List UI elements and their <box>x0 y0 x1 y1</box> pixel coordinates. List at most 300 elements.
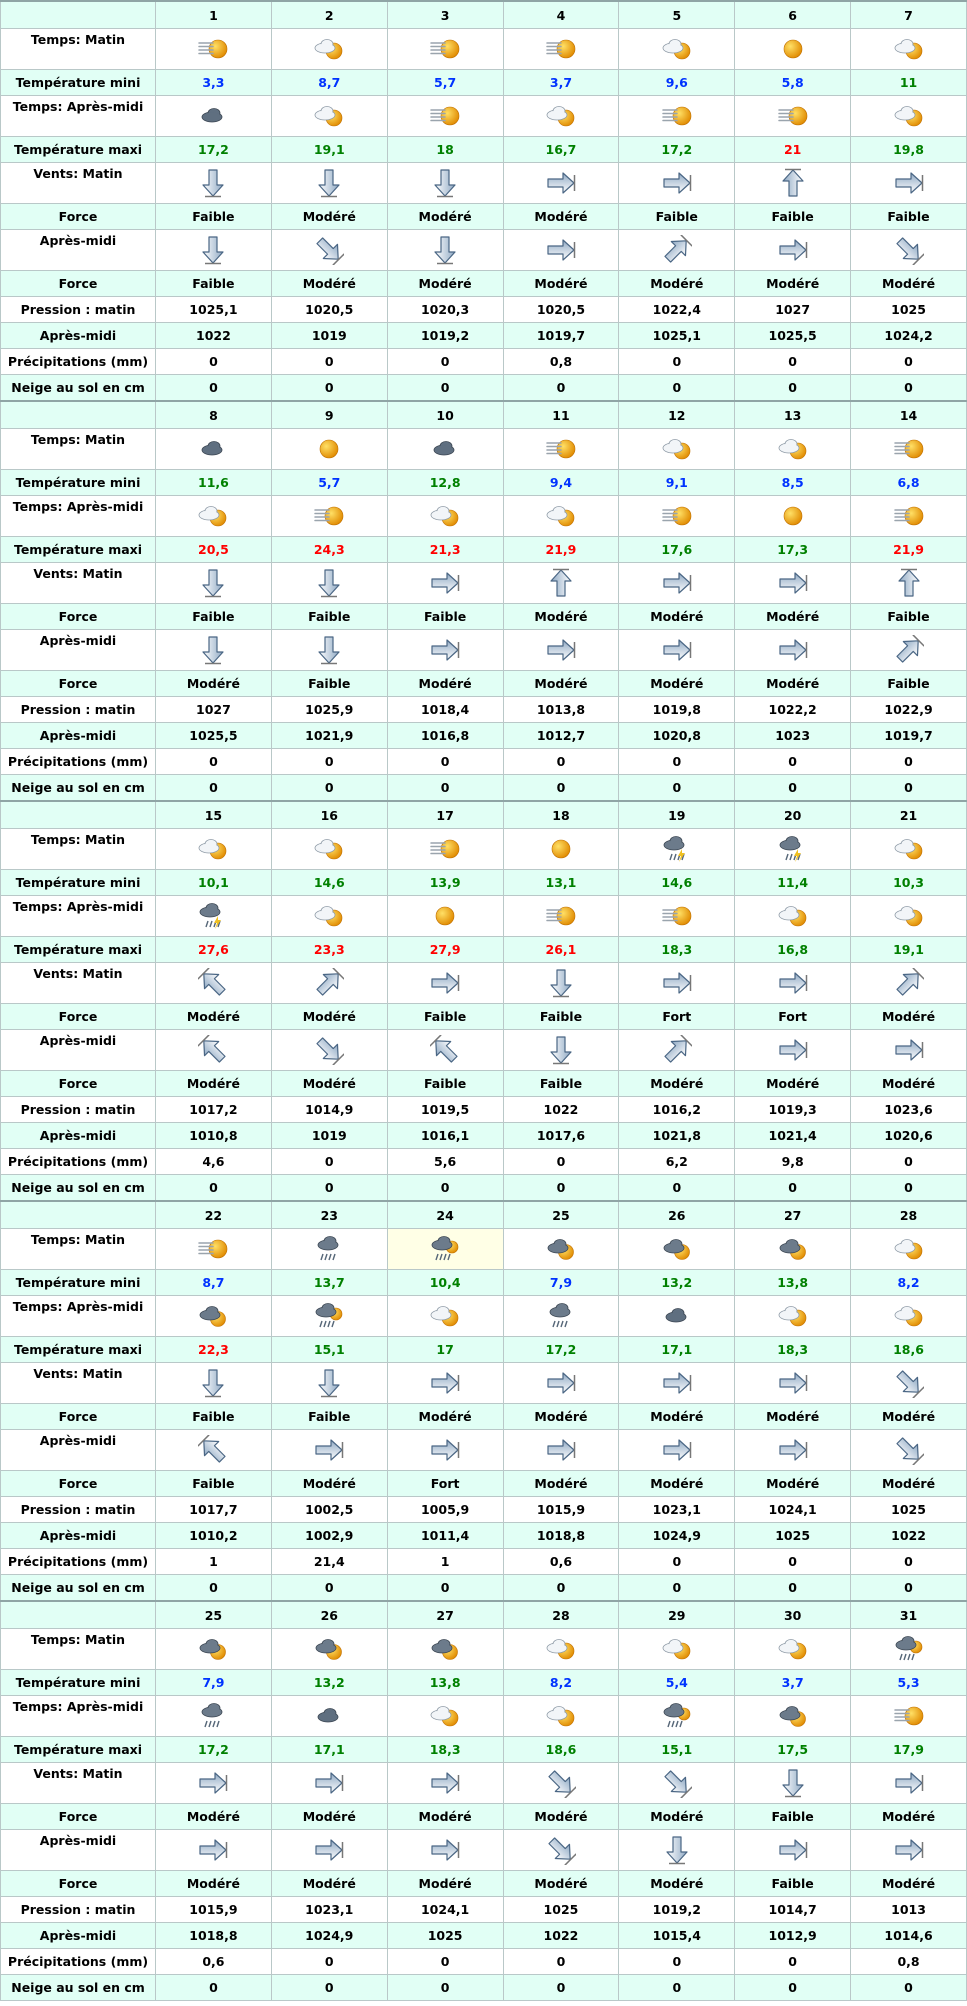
day-number: 31 <box>899 1607 918 1623</box>
row-neige <box>1 1175 967 1202</box>
cell <box>851 1523 967 1549</box>
value-cell: 0 <box>672 354 682 369</box>
cell <box>619 1071 735 1097</box>
value-cell: 0 <box>788 1954 797 1969</box>
row-label: Après-midi <box>1 630 156 671</box>
cloud-sun-icon <box>271 29 387 70</box>
value-cell: 0 <box>904 1154 913 1169</box>
cell <box>271 1575 387 1602</box>
value-cell: 11 <box>899 75 918 90</box>
value-cell: Modéré <box>418 209 472 224</box>
arrow-right-icon <box>387 1430 503 1471</box>
value-cell: Modéré <box>186 1009 240 1024</box>
cell <box>271 323 387 349</box>
cell <box>851 937 967 963</box>
storm-icon <box>156 896 272 937</box>
value-cell: 0 <box>209 754 218 769</box>
cell <box>387 375 503 402</box>
cell <box>387 271 503 297</box>
cell <box>619 204 735 230</box>
value-cell: 3,7 <box>781 1675 804 1690</box>
value-cell: Modéré <box>881 1809 936 1824</box>
cell <box>271 1949 387 1975</box>
arrow-up-right-icon <box>851 630 967 671</box>
row-label: Après-midi <box>1 1430 156 1471</box>
cell <box>851 1404 967 1430</box>
cell <box>503 537 619 563</box>
value-cell: 0 <box>672 1554 682 1569</box>
value-cell: Modéré <box>766 1076 820 1091</box>
cell <box>851 1923 967 1949</box>
cell <box>156 537 272 563</box>
cell <box>156 1471 272 1497</box>
sun-haze-icon <box>387 96 503 137</box>
cell <box>503 1175 619 1202</box>
sun-haze-icon <box>619 96 735 137</box>
row-label: Temps: Matin <box>1 1629 156 1670</box>
value-cell: 1021,4 <box>768 1128 817 1143</box>
value-cell: 10,1 <box>198 875 229 890</box>
cell <box>735 1897 851 1923</box>
cell <box>156 70 272 96</box>
cell <box>735 775 851 802</box>
cell <box>735 1549 851 1575</box>
cell <box>619 723 735 749</box>
cell <box>156 1871 272 1897</box>
row-label: Température maxi <box>1 1337 156 1363</box>
dark-cloud-sun-icon <box>503 1229 619 1270</box>
cell <box>619 1201 735 1229</box>
value-cell: 0 <box>672 1580 682 1595</box>
cell <box>503 870 619 896</box>
row-days <box>1 401 967 429</box>
value-cell: 1021,8 <box>652 1128 701 1143</box>
value-cell: 0 <box>672 1980 682 1995</box>
row-precip <box>1 1949 967 1975</box>
cell <box>503 1975 619 2001</box>
value-cell: 1024,1 <box>420 1902 470 1917</box>
value-cell: 0 <box>324 1954 334 1969</box>
cell <box>735 1071 851 1097</box>
value-cell: Modéré <box>302 1809 356 1824</box>
row-label: Précipitations (mm) <box>1 1149 156 1175</box>
value-cell: 1012,9 <box>768 1928 817 1943</box>
sun-haze-icon <box>503 29 619 70</box>
dark-cloud-icon <box>271 1696 387 1737</box>
cell <box>271 537 387 563</box>
cell <box>156 1523 272 1549</box>
value-cell: 1024,1 <box>768 1502 817 1517</box>
value-cell: 1011,4 <box>420 1528 470 1543</box>
cell <box>735 749 851 775</box>
cell <box>851 1201 967 1229</box>
row-label: Température maxi <box>1 1737 156 1763</box>
value-cell: Modéré <box>302 1876 356 1891</box>
cell <box>156 1097 272 1123</box>
cell <box>156 801 272 829</box>
row-label: Vents: Matin <box>1 163 156 204</box>
row-force-am <box>1 1004 967 1030</box>
value-cell: 15,1 <box>661 1742 693 1757</box>
cell <box>851 1949 967 1975</box>
value-cell: 0 <box>324 1154 334 1169</box>
cell <box>271 723 387 749</box>
value-cell: 13,7 <box>313 1275 345 1290</box>
value-cell: 0 <box>672 380 682 395</box>
cell <box>503 1201 619 1229</box>
day-number: 7 <box>904 7 913 23</box>
value-cell: 1022,9 <box>884 702 933 717</box>
row-label: Vents: Matin <box>1 1763 156 1804</box>
cell <box>619 937 735 963</box>
cell <box>619 1270 735 1296</box>
value-cell: Modéré <box>186 1876 240 1891</box>
value-cell: Faible <box>423 1009 467 1024</box>
arrow-right-icon <box>851 1830 967 1871</box>
arrow-down-icon <box>387 230 503 271</box>
cell <box>271 470 387 496</box>
cell <box>271 1270 387 1296</box>
cell <box>503 70 619 96</box>
value-cell: Modéré <box>881 1076 936 1091</box>
dark-cloud-sun-icon <box>271 1629 387 1670</box>
value-cell: Modéré <box>534 1409 588 1424</box>
row-neige <box>1 375 967 402</box>
cell <box>387 1670 503 1696</box>
cell <box>156 937 272 963</box>
cell <box>735 1670 851 1696</box>
cell <box>156 1404 272 1430</box>
value-cell: 0 <box>209 380 218 395</box>
cell <box>735 1097 851 1123</box>
value-cell: 0 <box>788 1980 797 1995</box>
cell <box>156 204 272 230</box>
value-cell: 19,8 <box>893 142 924 157</box>
row-label: Temps: Après-midi <box>1 96 156 137</box>
rain-sun-icon <box>271 1296 387 1337</box>
row-neige <box>1 1575 967 1602</box>
cell <box>271 1523 387 1549</box>
cell <box>387 1404 503 1430</box>
cell <box>619 1404 735 1430</box>
cell <box>503 1575 619 1602</box>
cell <box>735 375 851 402</box>
arrow-right-icon <box>735 563 851 604</box>
value-cell: Modéré <box>650 1409 704 1424</box>
cell <box>271 697 387 723</box>
cloud-sun-icon <box>851 1229 967 1270</box>
value-cell: 0 <box>788 1554 797 1569</box>
cell <box>271 1337 387 1363</box>
cell <box>156 671 272 697</box>
value-cell: 0 <box>324 780 334 795</box>
cell <box>735 1270 851 1296</box>
value-cell: Modéré <box>302 1009 356 1024</box>
row-force-am <box>1 1404 967 1430</box>
cell <box>387 723 503 749</box>
cell <box>387 1201 503 1229</box>
sun-haze-icon <box>387 829 503 870</box>
value-cell: 15,1 <box>313 1342 345 1357</box>
value-cell: 7,9 <box>202 1675 225 1690</box>
cloud-sun-icon <box>503 1629 619 1670</box>
cell <box>503 1923 619 1949</box>
value-cell: 0 <box>672 754 682 769</box>
cell <box>271 1804 387 1830</box>
cell <box>735 1923 851 1949</box>
row-label: Température maxi <box>1 937 156 963</box>
cell <box>851 375 967 402</box>
dark-cloud-icon <box>156 96 272 137</box>
cell <box>271 1004 387 1030</box>
cell <box>271 1149 387 1175</box>
cell <box>387 1097 503 1123</box>
row-label: Neige au sol en cm <box>1 1575 156 1602</box>
arrow-right-icon <box>735 1363 851 1404</box>
arrow-down-icon <box>156 163 272 204</box>
cell <box>619 1175 735 1202</box>
value-cell: 1002,9 <box>305 1528 354 1543</box>
cell <box>387 1923 503 1949</box>
row-label: Température mini <box>1 470 156 496</box>
cell <box>156 375 272 402</box>
arrow-down-right-icon <box>503 1763 619 1804</box>
cell <box>851 470 967 496</box>
value-cell: 18,3 <box>777 1342 809 1357</box>
cloud-sun-icon <box>156 496 272 537</box>
value-cell: 8,7 <box>318 75 341 90</box>
arrow-down-icon <box>271 630 387 671</box>
day-number: 26 <box>320 1607 338 1623</box>
value-cell: 1010,8 <box>189 1128 238 1143</box>
row-days <box>1 1201 967 1229</box>
value-cell: Modéré <box>418 1409 472 1424</box>
value-cell: 0,8 <box>897 1954 920 1969</box>
row-days <box>1 1 967 29</box>
row-wx-am <box>1 829 967 870</box>
value-cell: 0 <box>556 380 566 395</box>
cell <box>156 1175 272 1202</box>
value-cell: 1014,9 <box>305 1102 354 1117</box>
arrow-right-icon <box>503 163 619 204</box>
cell <box>619 1871 735 1897</box>
arrow-right-icon <box>156 1763 272 1804</box>
cell <box>387 801 503 829</box>
arrow-right-icon <box>619 630 735 671</box>
value-cell: 0 <box>556 780 566 795</box>
arrow-down-icon <box>156 1363 272 1404</box>
cell <box>851 1497 967 1523</box>
cell <box>619 375 735 402</box>
cell <box>735 1149 851 1175</box>
cell <box>387 1975 503 2001</box>
cell <box>156 870 272 896</box>
value-cell: Modéré <box>881 1009 936 1024</box>
value-cell: Faible <box>308 609 351 624</box>
sun-haze-icon <box>156 29 272 70</box>
cell <box>156 775 272 802</box>
row-wx-pm <box>1 1696 967 1737</box>
value-cell: Modéré <box>186 1076 240 1091</box>
row-wx-am <box>1 429 967 470</box>
cell <box>156 1 272 29</box>
value-cell: 1025,1 <box>652 328 701 343</box>
cell <box>735 323 851 349</box>
day-number: 27 <box>436 1607 454 1623</box>
day-number: 5 <box>672 7 682 23</box>
value-cell: 0 <box>209 1580 218 1595</box>
value-cell: 1 <box>440 1554 450 1569</box>
value-cell: 0 <box>324 754 334 769</box>
arrow-down-icon <box>619 1830 735 1871</box>
value-cell: 5,7 <box>434 75 457 90</box>
cell <box>387 1575 503 1602</box>
value-cell: 1023 <box>775 728 811 743</box>
value-cell: 16,7 <box>545 142 577 157</box>
cell <box>735 1601 851 1629</box>
arrow-up-left-icon <box>156 1430 272 1471</box>
cell <box>156 401 272 429</box>
cell <box>387 323 503 349</box>
arrow-right-icon <box>156 1830 272 1871</box>
cell <box>735 1004 851 1030</box>
row-wx-am <box>1 1629 967 1670</box>
value-cell: 4,6 <box>202 1154 225 1169</box>
value-cell: 0 <box>324 380 334 395</box>
cell <box>851 870 967 896</box>
sun-haze-icon <box>619 896 735 937</box>
day-number: 4 <box>556 7 566 23</box>
arrow-up-icon <box>851 563 967 604</box>
cell <box>735 1201 851 1229</box>
cloud-sun-icon <box>619 29 735 70</box>
sun-icon <box>735 496 851 537</box>
cell <box>735 870 851 896</box>
value-cell: 0 <box>556 1980 566 1995</box>
value-cell: Modéré <box>534 209 588 224</box>
value-cell: Modéré <box>766 1476 820 1491</box>
cell <box>735 1804 851 1830</box>
value-cell: Faible <box>771 1809 814 1824</box>
row-p-pm <box>1 723 967 749</box>
cell <box>271 937 387 963</box>
cell <box>619 1897 735 1923</box>
cell <box>156 1923 272 1949</box>
cloud-sun-icon <box>271 829 387 870</box>
value-cell: 0 <box>672 780 682 795</box>
arrow-right-icon <box>503 630 619 671</box>
arrow-right-icon <box>619 563 735 604</box>
arrow-down-right-icon <box>271 1030 387 1071</box>
value-cell: 23,3 <box>313 942 345 957</box>
arrow-right-icon <box>503 1430 619 1471</box>
cell <box>735 537 851 563</box>
arrow-right-icon <box>619 1430 735 1471</box>
value-cell: 1019,8 <box>652 702 701 717</box>
cell <box>271 1670 387 1696</box>
arrow-right-icon <box>503 1363 619 1404</box>
cell <box>851 1871 967 1897</box>
row-wx-am <box>1 29 967 70</box>
value-cell: 1024,2 <box>884 328 933 343</box>
cell <box>735 1949 851 1975</box>
value-cell: Modéré <box>766 609 820 624</box>
cell <box>735 137 851 163</box>
dark-cloud-icon <box>156 429 272 470</box>
value-cell: Modéré <box>650 1809 704 1824</box>
storm-icon <box>735 829 851 870</box>
cell <box>735 271 851 297</box>
row-label: Force <box>1 1404 156 1430</box>
cell <box>735 604 851 630</box>
corner-cell <box>1 801 156 829</box>
row-label: Force <box>1 271 156 297</box>
row-tmin <box>1 1270 967 1296</box>
cloud-sun-icon <box>387 496 503 537</box>
value-cell: 0 <box>904 1554 913 1569</box>
cell <box>851 1149 967 1175</box>
value-cell: 0 <box>209 1980 218 1995</box>
value-cell: Modéré <box>881 1409 936 1424</box>
value-cell: Faible <box>308 1409 351 1424</box>
cell <box>503 749 619 775</box>
arrow-down-right-icon <box>851 1430 967 1471</box>
arrow-down-right-icon <box>503 1830 619 1871</box>
cell <box>619 1923 735 1949</box>
value-cell: 27,9 <box>429 942 461 957</box>
cell <box>156 297 272 323</box>
value-cell: Faible <box>192 1476 235 1491</box>
value-cell: Faible <box>887 209 930 224</box>
cell <box>156 470 272 496</box>
value-cell: 0 <box>324 1580 334 1595</box>
value-cell: 13,2 <box>313 1675 345 1690</box>
cloud-sun-icon <box>735 1296 851 1337</box>
value-cell: 1019 <box>311 328 347 343</box>
cell <box>156 1549 272 1575</box>
cell <box>156 1670 272 1696</box>
cell <box>271 137 387 163</box>
row-p-pm <box>1 1523 967 1549</box>
cell <box>387 1175 503 1202</box>
cell <box>271 1 387 29</box>
value-cell: 21,9 <box>893 542 924 557</box>
cell <box>271 1404 387 1430</box>
cloud-sun-icon <box>851 96 967 137</box>
arrow-right-icon <box>387 1763 503 1804</box>
rain-sun-icon <box>387 1229 503 1270</box>
value-cell: Faible <box>539 1076 583 1091</box>
row-label: Après-midi <box>1 230 156 271</box>
cell <box>271 349 387 375</box>
value-cell: 0 <box>904 1180 913 1195</box>
row-label: Après-midi <box>1 1030 156 1071</box>
cell <box>735 801 851 829</box>
cell <box>271 801 387 829</box>
value-cell: 0 <box>440 380 450 395</box>
cell <box>387 1337 503 1363</box>
cell <box>619 1737 735 1763</box>
value-cell: 0 <box>324 1180 334 1195</box>
sun-icon <box>503 829 619 870</box>
value-cell: 9,8 <box>781 1154 804 1169</box>
row-label: Après-midi <box>1 323 156 349</box>
cell <box>503 1071 619 1097</box>
day-number: 12 <box>668 407 686 423</box>
value-cell: Modéré <box>650 1876 704 1891</box>
arrow-right-icon <box>619 1363 735 1404</box>
day-number: 25 <box>204 1607 223 1623</box>
